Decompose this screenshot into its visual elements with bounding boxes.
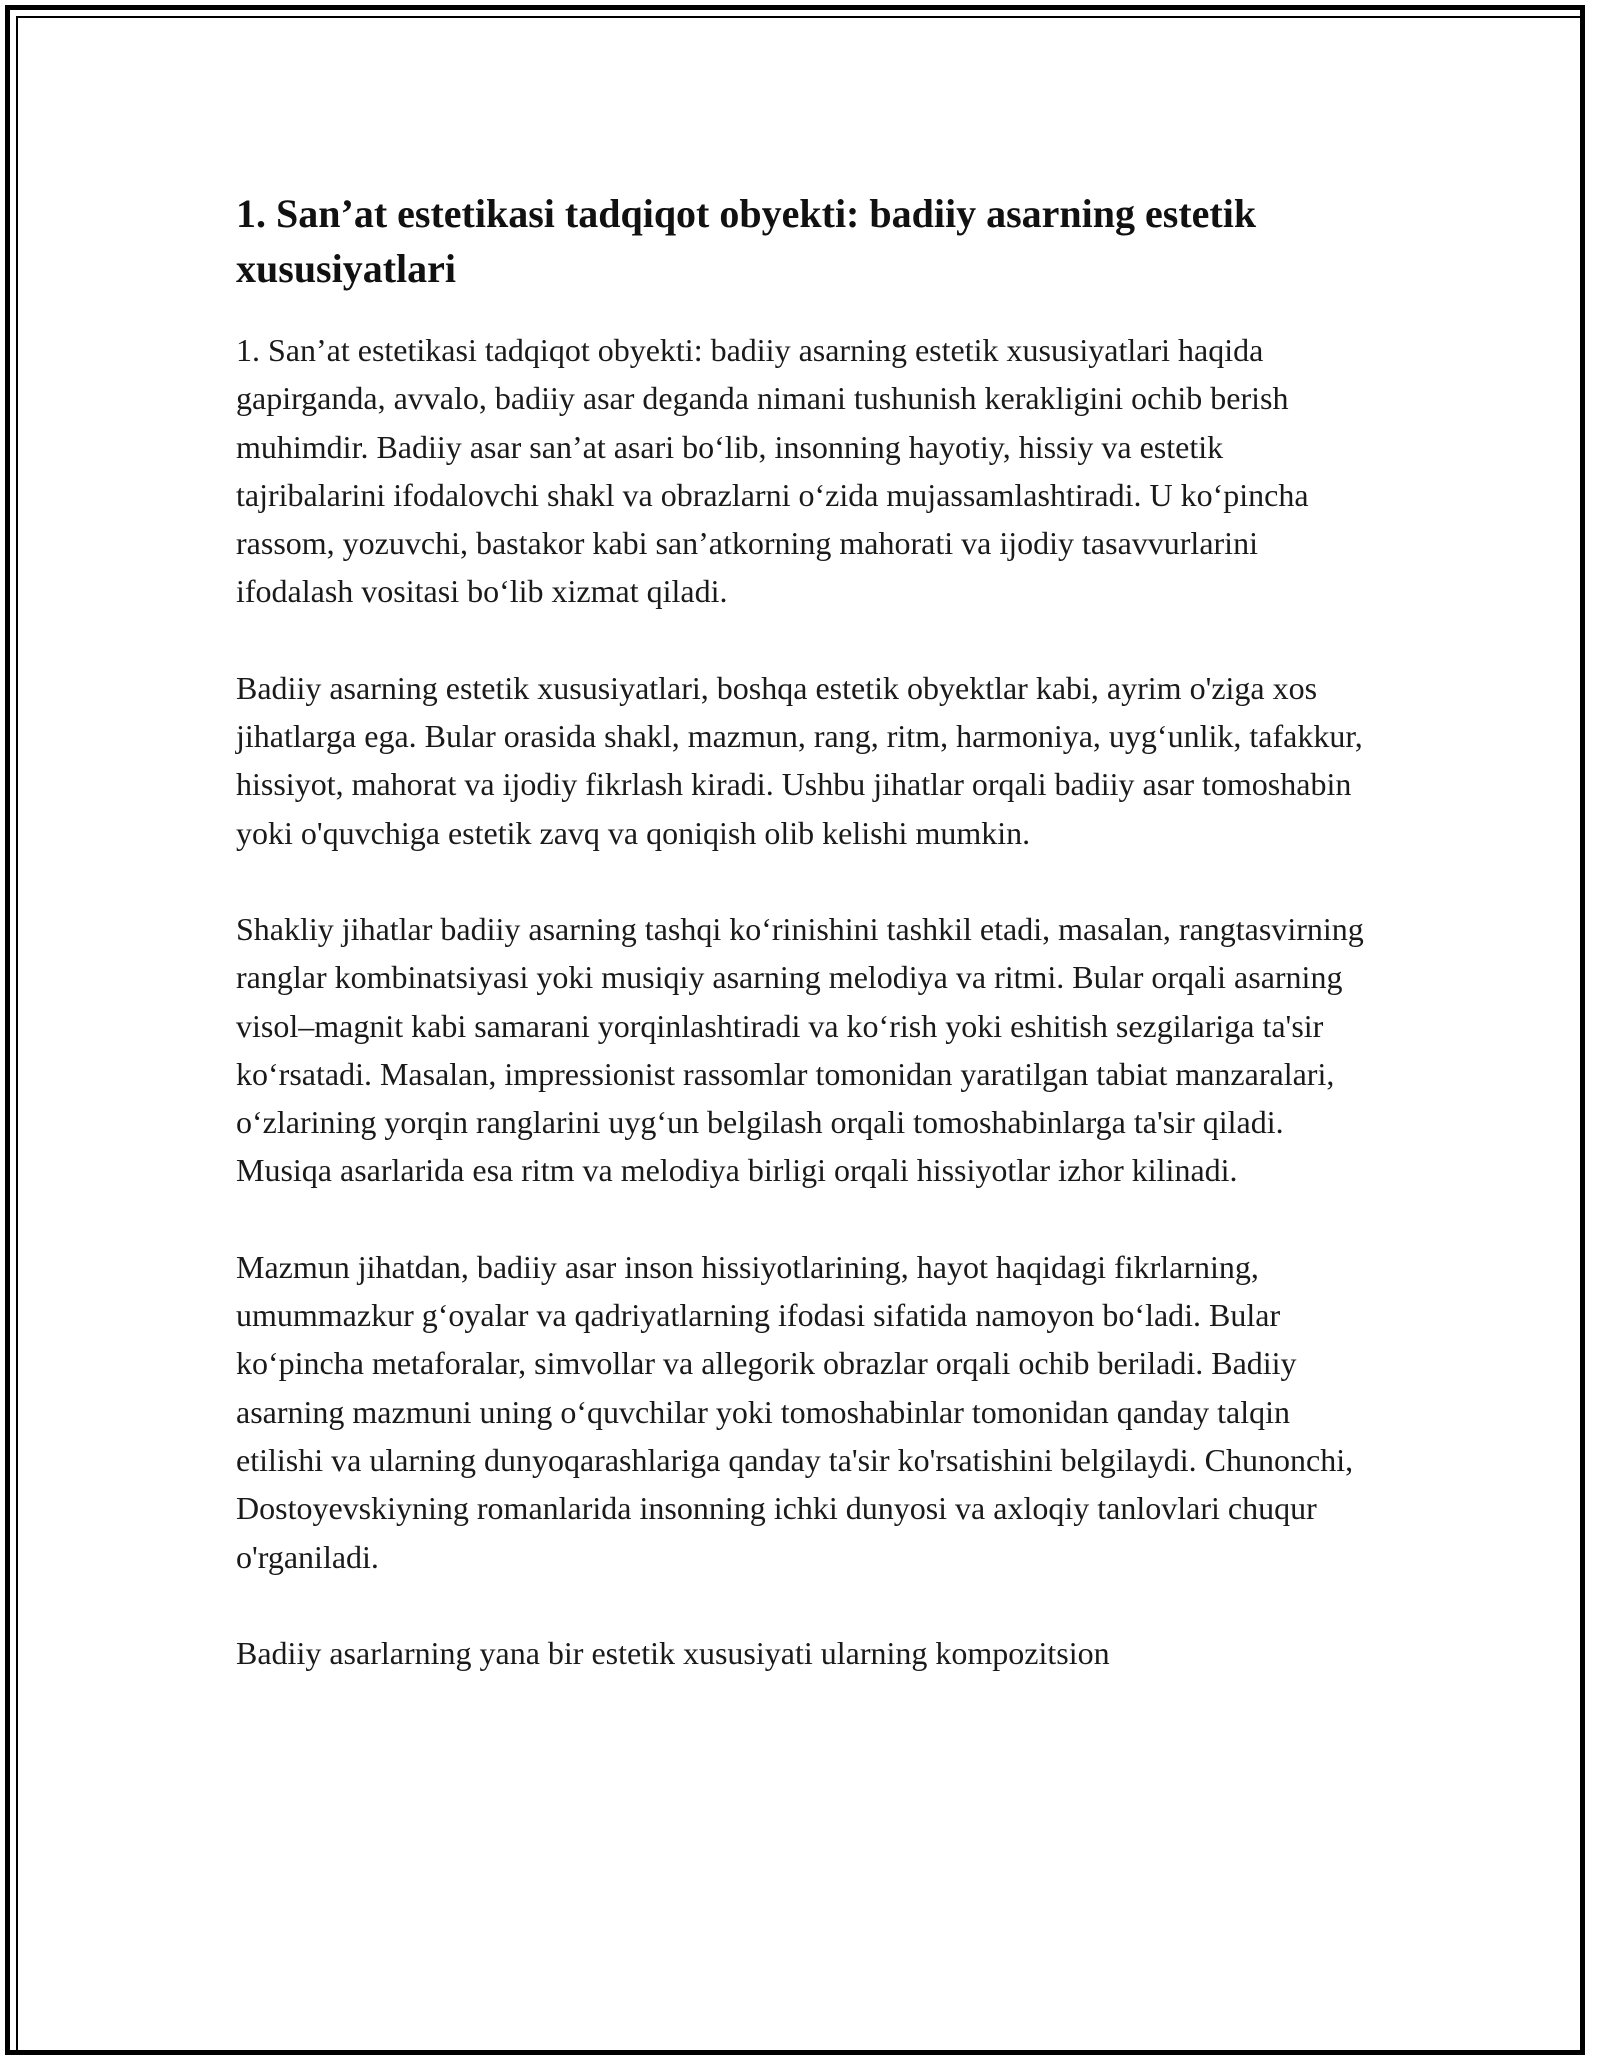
paragraph-aesthetic-features: Badiiy asarning estetik xususiyatlari, boshqa estetik obyektlar kabi, ayrim o'ziga xos jihatlarga ega. Bular orasida shakl, mazmun, rang, ritm, harmoniya, uyg‘unlik, tafakkur, hissiyot, mahorat va ijodiy fikrlash kiradi. Ushbu jihatlar orqali badiiy asar tomoshabin yoki o'quvchiga estetik zavq va qoniqish olib kelishi mumkin. <box>236 669 1363 851</box>
paragraph-intro: 1. San’at estetikasi tadqiqot obyekti: badiiy asarning estetik xususiyatlari haqida gapirganda, avvalo, badiiy asar deganda nimani tushunish kerakligini ochib berish muhimdir. Badiiy asar san’at asari bo‘lib, insonning hayotiy, hissiy va estetik tajribalarini ifodalovchi shakl va obrazlarni o‘zida mujassamlashtiradi. U ko‘pincha rassom, yozuvchi, bastakor kabi san’atkorning mahorati va ijodiy tasavvurlarini ifodalash vositasi bo‘lib xizmat qiladi. <box>236 332 1309 610</box>
document-heading: 1. San’at estetikasi tadqiqot obyekti: badiiy asarning estetik xususiyatlari <box>236 191 1257 291</box>
paragraph-composition: Badiiy asarlarning yana bir estetik xususiyati ularning kompozitsion <box>236 1634 1110 1671</box>
document-body <box>236 186 1366 1725</box>
paragraph-form-aspects: Shakliy jihatlar badiiy asarning tashqi ko‘rinishini tashkil etadi, masalan, rangtasvirning ranglar kombinatsiyasi yoki musiqiy asarning melodiya va ritmi. Bular orqali asarning visol–magnit kabi samarani yorqinlashtiradi va ko‘rish yoki eshitish sezgilariga ta'sir ko‘rsatadi. Masalan, impressionist rassomlar tomonidan yaratilgan tabiat manzaralari, o‘zlarining yorqin ranglarini uyg‘un belgilash orqali tomoshabinlarga ta'sir qiladi. Musiqa asarlarida esa ritm va melodiya birligi orqali hissiyotlar izhor kilinadi. <box>236 910 1364 1189</box>
paragraph-content-aspects: Mazmun jihatdan, badiiy asar inson hissiyotlarining, hayot haqidagi fikrlarning, umummazkur g‘oyalar va qadriyatlarning ifodasi sifatida namoyon bo‘ladi. Bular ko‘pincha metaforalar, simvollar va allegorik obrazlar orqali ochib beriladi. Badiiy asarning mazmuni uning o‘quvchilar yoki tomoshabinlar tomonidan qanday talqin etilishi va ularning dunyoqarashlariga qanday ta'sir ko'rsatishini belgilaydi. Chunonchi, Dostoyevskiyning romanlarida insonning ichki dunyosi va axloqiy tanlovlari chuqur o'rganiladi. <box>236 1248 1354 1575</box>
